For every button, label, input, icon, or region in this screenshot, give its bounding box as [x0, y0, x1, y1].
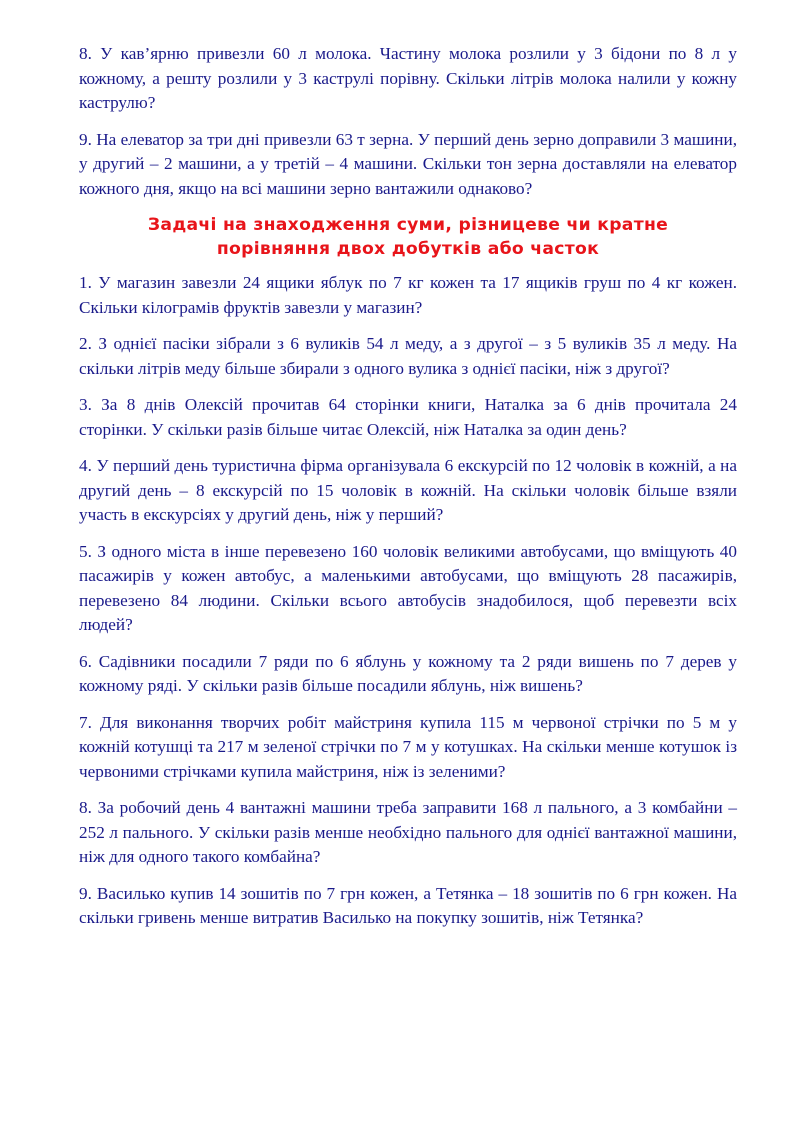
problem-item: 9. На елеватор за три дні привезли 63 т зерна. У перший день зерно доправили 3 машини, у другий – 2 машини, а у третій – 4 машини. Скільки тон зерна доставляли на елеватор кожного дня, якщо на всі машини зерно вантажили однаково? [79, 129, 737, 198]
section-title-line: Задачі на знаходження суми, різницеве чи кратне [147, 215, 669, 235]
section-title-line: порівняння двох добутків або часток [216, 239, 600, 259]
problem-item: 7. Для виконання творчих робіт майстриня купила 115 м червоної стрічки по 5 м у кожній котушці та 217 м зеленої стрічки по 7 м у котушках. На скільки менше котушок із червоними стрічками купила майстриня, ніж із зеленими? [79, 712, 737, 781]
document-page [79, 42, 737, 943]
problem-item: 4. У перший день туристична фірма організувала 6 екскурсій по 12 чоловік в кожній, а на другий день – 8 екскурсій по 15 чоловік в кожній. На скільки чоловік більше взяли участь в екскурсіях у другий день, ніж у перший? [79, 456, 737, 524]
problem-item: 8. У кав’ярню привезли 60 л молока. Частину молока розлили у 3 бідони по 8 л у кожному, а решту розлили у 3 каструлі порівну. Скільки літрів молока налили у кожну каструлю? [79, 44, 737, 112]
problem-item: 8. За робочий день 4 вантажні машини треба заправити 168 л пального, а 3 комбайни – 252 л пального. У скільки разів менше необхідно пального для однієї вантажної машини, ніж для одного такого комбайна? [79, 798, 737, 866]
problem-item: 6. Садівники посадили 7 ряди по 6 яблунь у кожному та 2 ряди вишень по 7 дерев у кожному ряді. У скільки разів більше посадили яблунь, ніж вишень? [79, 651, 737, 695]
problem-item: 5. З одного міста в інше перевезено 160 чоловік великими автобусами, що вміщують 40 пасажирів у кожен автобус, а маленькими автобусами, що вміщують 28 пасажирів, перевезено 84 людини. Скільки всього автобусів знадобилося, щоб перевезти всіх людей? [79, 541, 737, 634]
problem-item: 3. За 8 днів Олексій прочитав 64 сторінки книги, Наталка за 6 днів прочитала 24 сторінки. У скільки разів більше читає Олексій, ніж Наталка за один день? [79, 395, 737, 439]
problem-item: 2. З однієї пасіки зібрали з 6 вуликів 54 л меду, а з другої – з 5 вуликів 35 л меду. На скільки літрів меду більше збирали з одного вулика з однієї пасіки, ніж з другої? [79, 334, 737, 378]
problem-item: 1. У магазин завезли 24 ящики яблук по 7 кг кожен та 17 ящиків груш по 4 кг кожен. Скільки кілограмів фруктів завезли у магазин? [79, 273, 737, 317]
section-title [79, 213, 737, 261]
problem-item: 9. Василько купив 14 зошитів по 7 грн кожен, а Тетянка – 18 зошитів по 6 грн кожен. На скільки гривень менше витратив Василько на покупку зошитів, ніж Тетянка? [79, 883, 737, 927]
